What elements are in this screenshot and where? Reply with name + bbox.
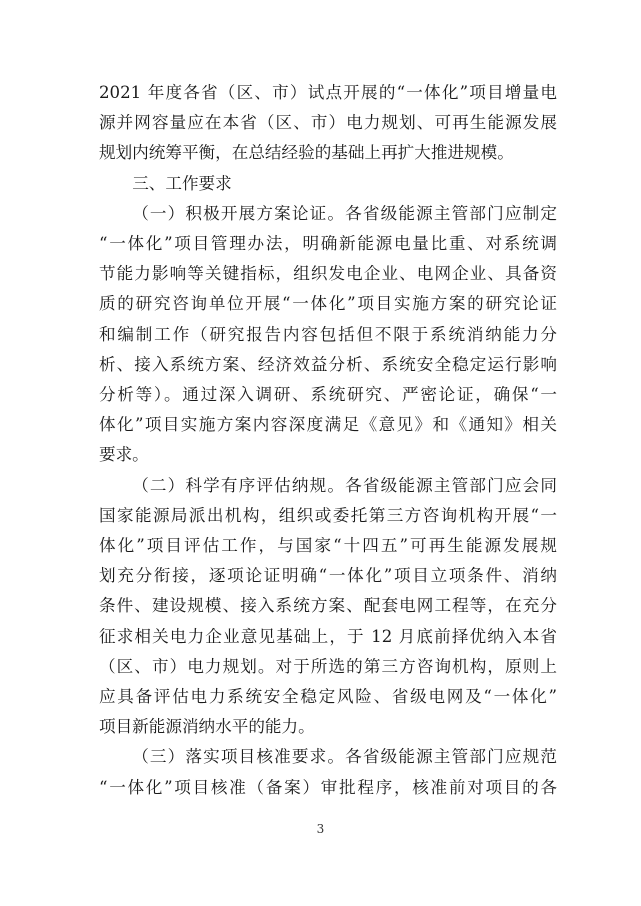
text-line: （一）积极开展方案论证。各省级能源主管部门应制定 xyxy=(132,203,557,223)
text-line: 源并网容量应在本省（区、市）电力规划、可再生能源发展 xyxy=(99,113,557,133)
text-line: 要求。 xyxy=(99,445,149,465)
text-line: “一体化”项目核准（备案）审批程序，核准前对项目的各 xyxy=(99,777,557,797)
text-line: 2021 年度各省（区、市）试点开展的“一体化”项目增量电 xyxy=(99,83,557,102)
text-line: 析、接入系统方案、经济效益分析、系统安全稳定运行影响 xyxy=(99,354,557,374)
text-line: （区、市）电力规划。对于所选的第三方咨询机构，原则上 xyxy=(99,656,557,676)
text-line: 节能力影响等关键指标，组织发电企业、电网企业、具备资 xyxy=(99,264,557,284)
text-line: 项目新能源消纳水平的能力。 xyxy=(99,717,315,737)
item-one-paragraph xyxy=(99,199,557,471)
text-line: 和编制工作（研究报告内容包括但不限于系统消纳能力分 xyxy=(99,324,557,344)
text-line: （二）科学有序评估纳规。各省级能源主管部门应会同 xyxy=(132,475,557,495)
text-line: 划充分衔接，逐项论证明确“一体化”项目立项条件、消纳 xyxy=(99,566,557,586)
text-line: 分析等）。通过深入调研、系统研究、严密论证，确保“一 xyxy=(99,385,557,405)
section-heading: 三、工作要求 xyxy=(132,173,232,193)
continuation-paragraph xyxy=(99,78,557,169)
page-number: 3 xyxy=(316,822,325,836)
text-line: （三）落实项目核准要求。各省级能源主管部门应规范 xyxy=(132,747,557,767)
item-two-paragraph xyxy=(99,471,557,743)
text-line: 征求相关电力企业意见基础上，于 12 月底前择优纳入本省 xyxy=(99,626,557,646)
document-body xyxy=(99,78,557,803)
text-line: 规划内统筹平衡，在总结经验的基础上再扩大推进规模。 xyxy=(99,143,514,163)
text-line: 国家能源局派出机构，组织或委托第三方咨询机构开展“一 xyxy=(99,505,557,525)
item-three-paragraph xyxy=(99,742,557,802)
text-line: 体化”项目评估工作，与国家“十四五”可再生能源发展规 xyxy=(99,536,557,556)
text-line: 体化”项目实施方案内容深度满足《意见》和《通知》相关 xyxy=(99,415,557,435)
text-line: “一体化”项目管理办法，明确新能源电量比重、对系统调 xyxy=(99,234,557,254)
text-line: 应具备评估电力系统安全稳定风险、省级电网及“一体化” xyxy=(99,687,557,707)
text-line: 条件、建设规模、接入系统方案、配套电网工程等，在充分 xyxy=(99,596,557,616)
text-line: 质的研究咨询单位开展“一体化”项目实施方案的研究论证 xyxy=(99,294,557,314)
